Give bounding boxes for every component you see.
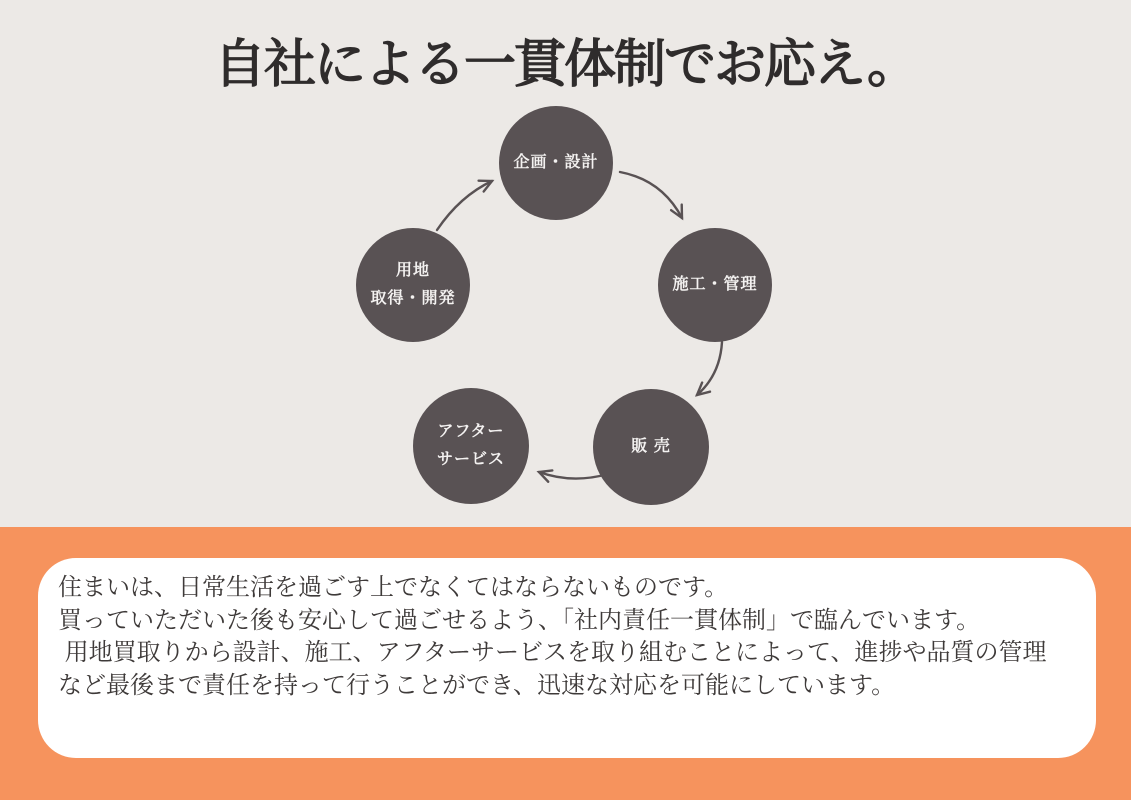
cycle-step-label: サービス bbox=[436, 451, 505, 468]
arrow-sales-to-after-icon bbox=[539, 472, 608, 479]
cycle-step-label: 企画・設計 bbox=[513, 154, 599, 171]
cycle-step-sales bbox=[593, 389, 709, 505]
cycle-step-label: 用地 bbox=[395, 262, 430, 279]
cycle-step-label: アフター bbox=[437, 423, 505, 440]
cycle-step-land-acquisition-development bbox=[356, 228, 470, 342]
description-line: 買っていただいた後も安心して過ごせるよう、「社内責任一貫体制」で臨んでいます。 bbox=[58, 606, 981, 634]
description-line: 住まいは、日常生活を過ごす上でなくてはならないものです。 bbox=[58, 574, 729, 601]
description-section bbox=[0, 527, 1131, 800]
cycle-step-planning-design bbox=[499, 106, 613, 220]
description-line: など最後まで責任を持って行うことができ、迅速な対応を可能にしています。 bbox=[58, 671, 896, 699]
cycle-step-label: 販 売 bbox=[631, 438, 671, 455]
page-title: 自社による一貫体制でお応え。 bbox=[213, 36, 918, 94]
arrow-land-to-planning-icon bbox=[437, 181, 492, 230]
description-card bbox=[38, 558, 1096, 758]
cycle-step-after-service bbox=[413, 388, 529, 504]
cycle-step-label: 施工・管理 bbox=[672, 276, 758, 293]
arrow-construction-to-sales-icon bbox=[697, 342, 722, 395]
description-line: 用地買取りから設計、施工、アフターサービスを取り組むことによって、進捗や品質の管理 bbox=[58, 639, 1047, 666]
cycle-step-label: 取得・開発 bbox=[370, 290, 456, 307]
cycle-step-construction-management bbox=[658, 228, 772, 342]
arrow-planning-to-construction-icon bbox=[620, 172, 682, 218]
